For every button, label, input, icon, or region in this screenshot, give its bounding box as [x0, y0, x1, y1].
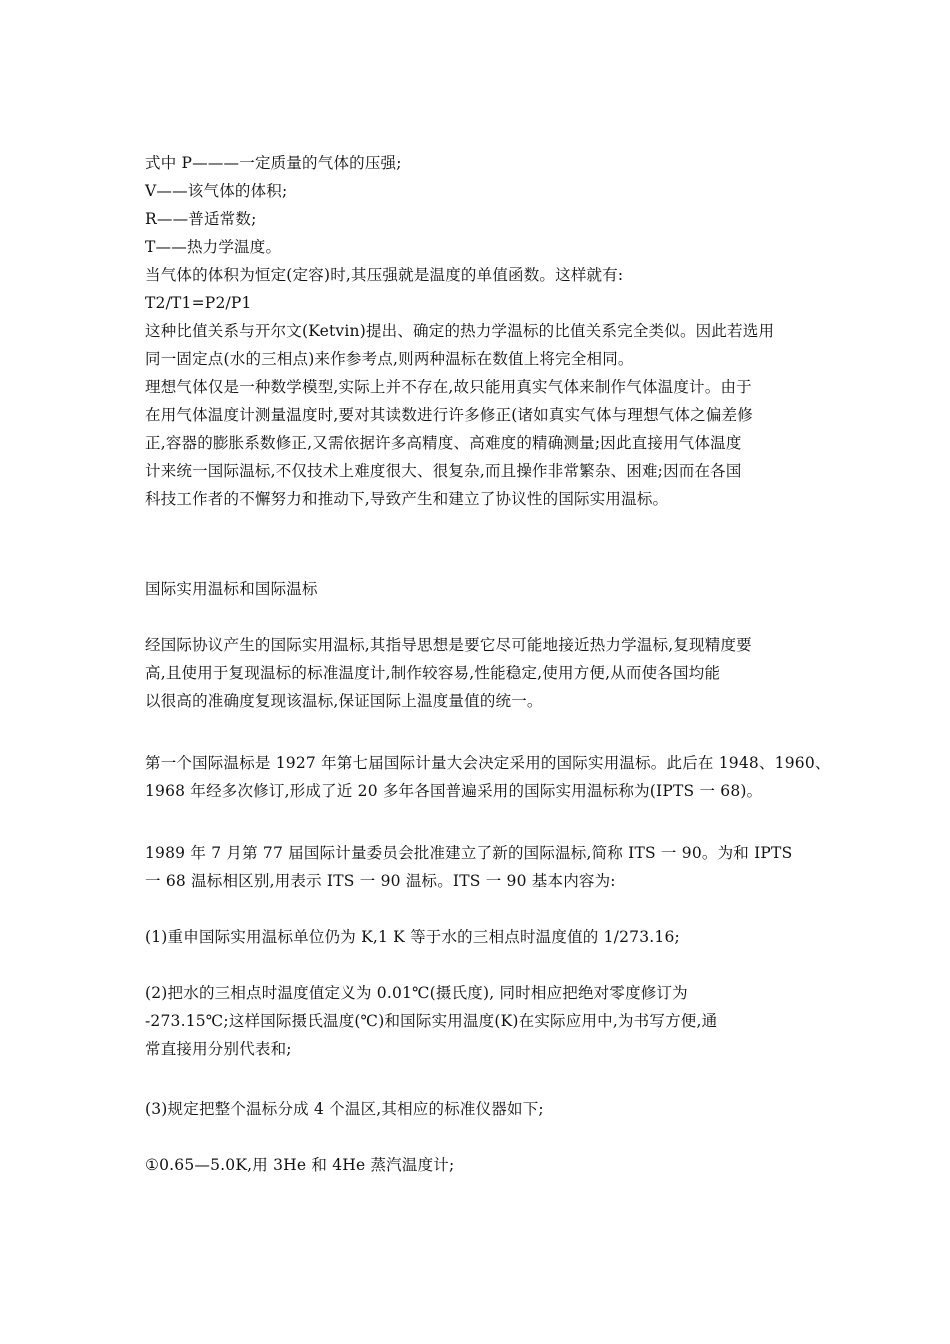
section-heading: 国际实用温标和国际温标 [145, 580, 318, 598]
text-line: R——普适常数; [145, 210, 257, 228]
list-item: ①0.65—5.0K,用 3He 和 4He 蒸汽温度计; [145, 1156, 455, 1174]
list-item: (3)规定把整个温标分成 4 个温区,其相应的标准仪器如下; [145, 1100, 544, 1118]
text-line: -273.15℃;这样国际摄氏温度(℃)和国际实用温度(K)在实际应用中,为书写方便,通 [145, 1012, 718, 1030]
text-line: V——该气体的体积; [145, 182, 288, 200]
text-line: T——热力学温度。 [145, 238, 282, 256]
text-line: 1968 年经多次修订,形成了近 20 多年各国普遍采用的国际实用温标称为(IPTS 一 68)。 [145, 782, 763, 800]
list-item: (2)把水的三相点时温度值定义为 0.01℃(摄氏度), 同时相应把绝对零度修订为 [145, 984, 688, 1002]
text-line: 常直接用分别代表和; [145, 1040, 292, 1058]
text-line: 经国际协议产生的国际实用温标,其指导思想是要它尽可能地接近热力学温标,复现精度要 [145, 636, 752, 654]
text-line: 式中 P———一定质量的气体的压强; [145, 154, 402, 172]
text-line: 以很高的准确度复现该温标,保证国际上温度量值的统一。 [145, 692, 543, 710]
list-item: (1)重申国际实用温标单位仍为 K,1 K 等于水的三相点时温度值的 1/273.16; [145, 928, 680, 946]
text-line: 理想气体仅是一种数学模型,实际上并不存在,故只能用真实气体来制作气体温度计。由于 [145, 378, 752, 396]
text-line: 1989 年 7 月第 77 届国际计量委员会批准建立了新的国际温标,简称 ITS 一 90。为和 IPTS [145, 844, 793, 862]
text-line: 高,且使用于复现温标的标准温度计,制作较容易,性能稳定,使用方便,从而使各国均能 [145, 664, 721, 682]
text-line: 第一个国际温标是 1927 年第七届国际计量大会决定采用的国际实用温标。此后在 1948、1960、 [145, 754, 831, 772]
text-line: 一 68 温标相区别,用表示 ITS 一 90 温标。ITS 一 90 基本内容为: [145, 872, 616, 890]
text-line: 这种比值关系与开尔文(Ketvin)提出、确定的热力学温标的比值关系完全类似。因此若选用 [145, 322, 775, 340]
text-line: 在用气体温度计测量温度时,要对其读数进行许多修正(诸如真实气体与理想气体之偏差修 [145, 406, 753, 424]
text-line: 当气体的体积为恒定(定容)时,其压强就是温度的单值函数。这样就有: [145, 266, 624, 284]
text-line: 同一固定点(水的三相点)来作参考点,则两种温标在数值上将完全相同。 [145, 350, 634, 368]
text-line: T2/T1=P2/P1 [145, 294, 252, 312]
text-line: 计来统一国际温标,不仅技术上难度很大、很复杂,而且操作非常繁杂、困难;因而在各国 [145, 462, 742, 480]
text-line: 正,容器的膨胀系数修正,又需依据许多高精度、高难度的精确测量;因此直接用气体温度 [145, 434, 742, 452]
text-line: 科技工作者的不懈努力和推动下,导致产生和建立了协议性的国际实用温标。 [145, 490, 669, 508]
